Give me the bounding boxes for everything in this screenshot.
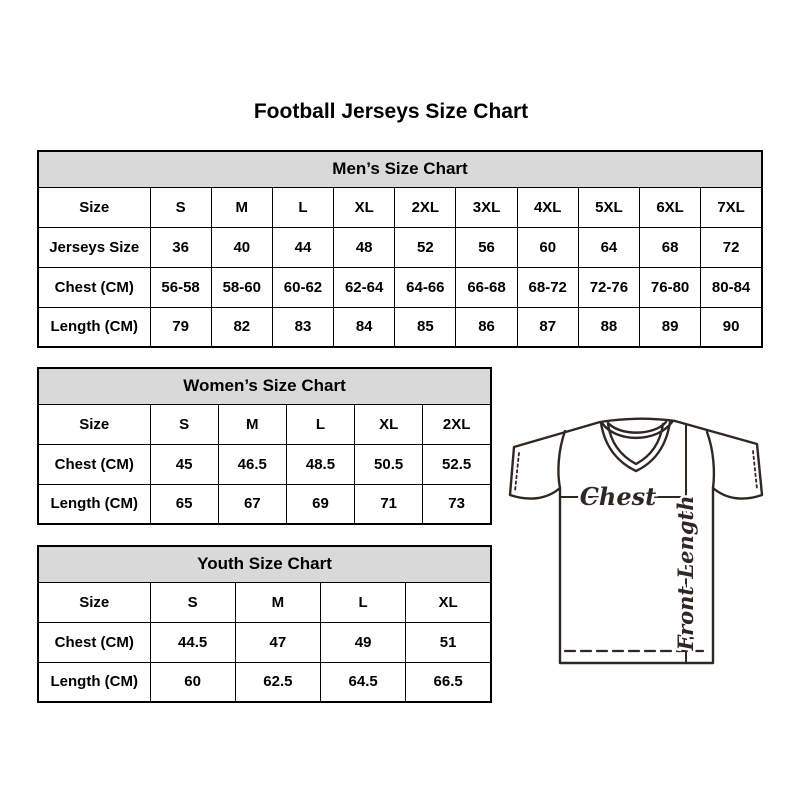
table-cell: 72 [701,227,762,267]
table-cell: 56 [456,227,517,267]
row-label: Size [38,187,150,227]
table-cell: 60-62 [272,267,333,307]
mens-size-table [37,150,763,348]
table-cell: 52.5 [423,444,491,484]
table-cell: 49 [321,622,406,662]
row-label: Size [38,404,150,444]
table-cell: 51 [406,622,491,662]
table-cell: XL [355,404,423,444]
table-cell: 89 [640,307,701,347]
table-cell: 56-58 [150,267,211,307]
table-cell: 84 [334,307,395,347]
page-title: Football Jerseys Size Chart [253,100,529,123]
table-cell: 76-80 [640,267,701,307]
table-cell: 36 [150,227,211,267]
table-cell: 48.5 [286,444,354,484]
table-cell: 5XL [578,187,639,227]
table-cell: 68-72 [517,267,578,307]
table-cell: XL [406,582,491,622]
table-row [38,227,762,267]
table-cell: 44 [272,227,333,267]
table-row [38,582,491,622]
row-label: Chest (CM) [38,444,150,484]
table-row [38,622,491,662]
table-cell: M [218,404,286,444]
table-cell: L [286,404,354,444]
womens-table-header-row [38,368,491,404]
table-cell: 71 [355,484,423,524]
youth-table-title: Youth Size Chart [38,546,491,582]
table-cell: XL [334,187,395,227]
table-row [38,307,762,347]
table-cell: 66-68 [456,267,517,307]
table-cell: 86 [456,307,517,347]
table-cell: 52 [395,227,456,267]
table-cell: 67 [218,484,286,524]
table-cell: S [150,404,218,444]
table-row [38,444,491,484]
table-cell: S [150,187,211,227]
front-length-label: Front Length [673,495,698,651]
table-cell: 40 [211,227,272,267]
table-cell: 80-84 [701,267,762,307]
table-row [38,662,491,702]
jersey-outline [510,419,762,663]
table-row [38,484,491,524]
table-cell: 69 [286,484,354,524]
table-cell: 87 [517,307,578,347]
table-cell: S [150,582,235,622]
table-cell: 6XL [640,187,701,227]
table-cell: 46.5 [218,444,286,484]
table-row [38,404,491,444]
table-cell: 62.5 [235,662,320,702]
row-label: Chest (CM) [38,622,150,662]
table-cell: 7XL [701,187,762,227]
womens-size-table [37,367,492,525]
row-label: Length (CM) [38,484,150,524]
womens-table-title: Women’s Size Chart [38,368,491,404]
table-cell: 66.5 [406,662,491,702]
mens-table-header-row [38,151,762,187]
table-cell: L [321,582,406,622]
table-cell: 44.5 [150,622,235,662]
table-cell: 60 [517,227,578,267]
table-cell: 62-64 [334,267,395,307]
table-cell: 50.5 [355,444,423,484]
table-row [38,267,762,307]
row-label: Jerseys Size [38,227,150,267]
table-cell: M [211,187,272,227]
table-cell: 48 [334,227,395,267]
table-cell: 88 [578,307,639,347]
table-cell: 58-60 [211,267,272,307]
table-cell: 64 [578,227,639,267]
jersey-diagram [498,403,778,671]
table-cell: L [272,187,333,227]
table-cell: 83 [272,307,333,347]
row-label: Chest (CM) [38,267,150,307]
table-cell: 73 [423,484,491,524]
table-cell: M [235,582,320,622]
row-label: Length (CM) [38,307,150,347]
youth-table-header-row [38,546,491,582]
table-cell: 4XL [517,187,578,227]
table-cell: 2XL [395,187,456,227]
table-cell: 45 [150,444,218,484]
row-label: Size [38,582,150,622]
table-row [38,187,762,227]
table-cell: 65 [150,484,218,524]
mens-table-title: Men’s Size Chart [38,151,762,187]
table-cell: 79 [150,307,211,347]
table-cell: 82 [211,307,272,347]
table-cell: 2XL [423,404,491,444]
table-cell: 3XL [456,187,517,227]
table-cell: 47 [235,622,320,662]
chest-label: Chest [579,482,657,511]
row-label: Length (CM) [38,662,150,702]
table-cell: 90 [701,307,762,347]
table-cell: 64.5 [321,662,406,702]
table-cell: 72-76 [578,267,639,307]
youth-size-table [37,545,492,703]
table-cell: 60 [150,662,235,702]
table-cell: 64-66 [395,267,456,307]
table-cell: 68 [640,227,701,267]
table-cell: 85 [395,307,456,347]
